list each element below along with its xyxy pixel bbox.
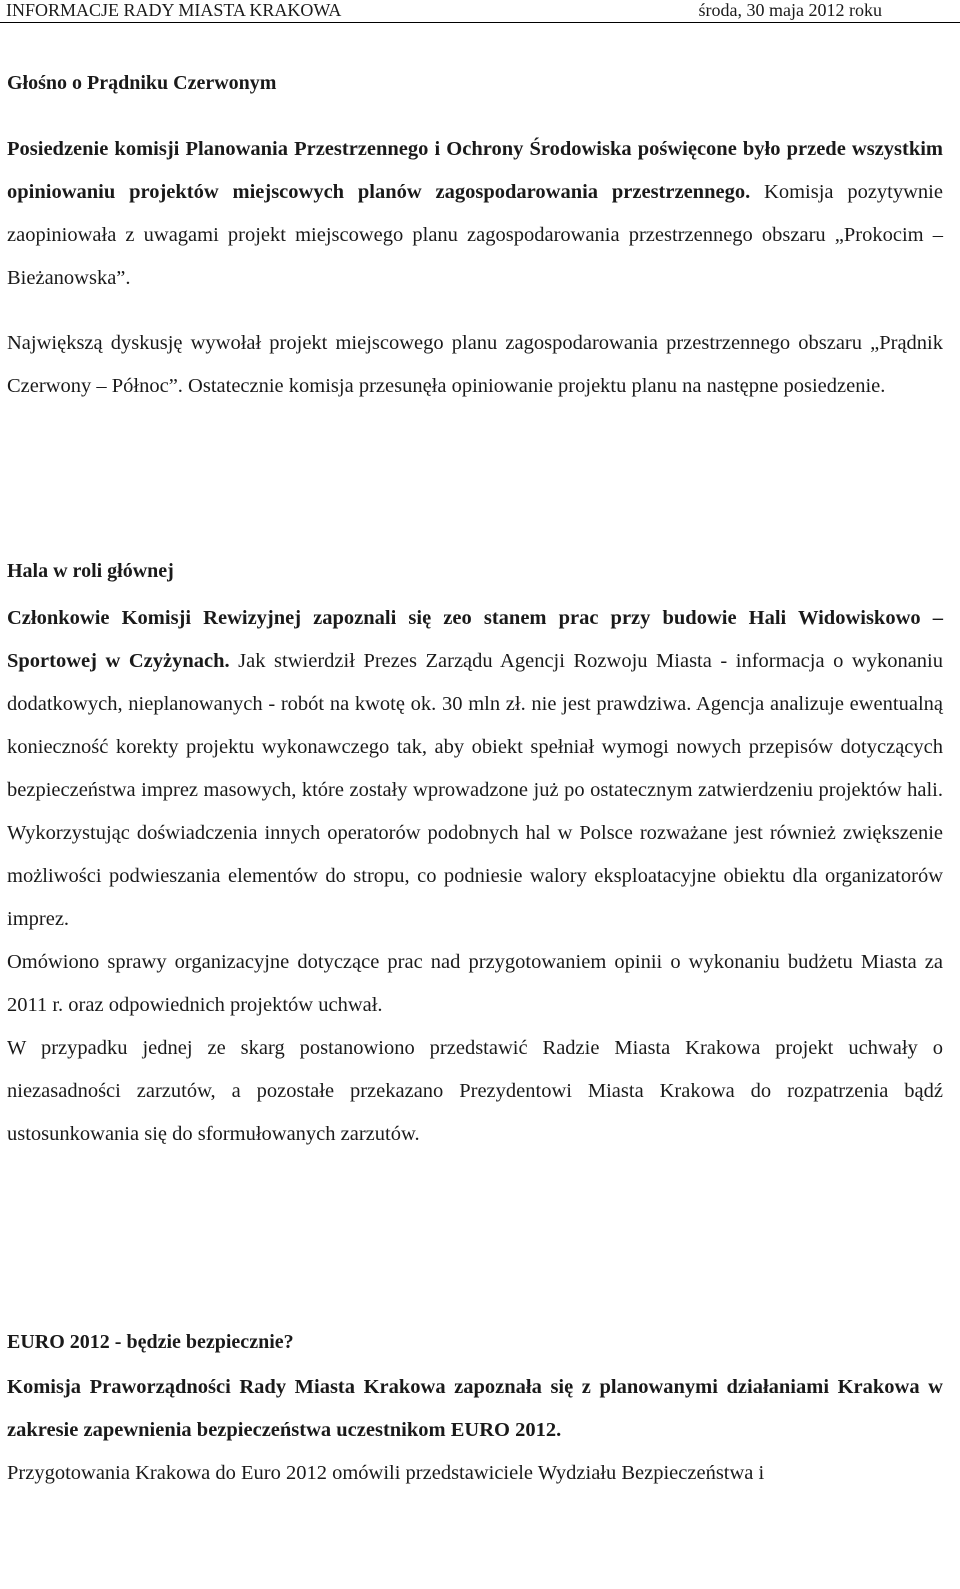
section2-paragraph2: Omówiono sprawy organizacyjne dotyczące prac nad przygotowaniem opinii o wykonaniu budżetu Miasta za 2011 r. oraz odpowiednich projektów uchwał. (7, 951, 943, 1016)
section2-paragraph1 (7, 597, 943, 941)
section2-paragraph1-lead: Członkowie Komisji Rewizyjnej zapoznali się zeo stanem prac przy budowie Hali Widowiskowo – Sportowej w Czyżynach. (7, 607, 943, 672)
header-publication-title: INFORMACJE RADY MIASTA KRAKOWA (6, 0, 342, 20)
section2-body (7, 597, 943, 1156)
section3-paragraph1-lead: Komisja Praworządności Rady Miasta Krakowa zapoznała się z planowanymi działaniami Krakowa w zakresie zapewnienia bezpieczeństwa uczestnikom EURO 2012. (7, 1376, 943, 1441)
section3-body (7, 1330, 943, 1495)
section3-paragraph1 (7, 1366, 943, 1452)
section1-paragraph1 (7, 128, 943, 300)
section2-paragraph1-body: Jak stwierdził Prezes Zarządu Agencji Rozwoju Miasta - informacja o wykonaniu dodatkowych, nieplanowanych - robót na kwotę ok. 30 mln zł. nie jest prawdziwa. Agencja analizuje ewentualną konieczność korekty projektu wykonawczego tak, aby obiekt spełniał wymogi nowych przepisów dotyczących bezpieczeństwa imprez masowych, które zostały wprowadzone już po ostatecznym zatwierdzeniu projektów hali. Wykorzystując doświadczenia innych operatorów podobnych hal w Polsce rozważane jest również zwiększenie możliwości podwieszania elementów do stropu, co podniesie walory eksploatacyjne obiektu dla organizatorów imprez. (7, 650, 943, 930)
section3-paragraph2: Przygotowania Krakowa do Euro 2012 omówili przedstawiciele Wydziału Bezpieczeństwa i (7, 1462, 765, 1484)
section1-paragraph1-lead: Posiedzenie komisji Planowania Przestrzennego i Ochrony Środowiska poświęcone było przede wszystkim opiniowaniu projektów miejscowych planów zagospodarowania przestrzennego. (7, 138, 943, 203)
page-header (0, 0, 960, 23)
section3-heading: EURO 2012 - będzie bezpiecznie? (7, 1331, 294, 1353)
section2-heading: Hala w roli głównej (7, 560, 174, 582)
section1-paragraph2: Największą dyskusję wywołał projekt miejscowego planu zagospodarowania przestrzennego obszaru „Prądnik Czerwony – Północ”. Ostatecznie komisja przesunęła opiniowanie projektu planu na następne posiedzenie. (7, 332, 943, 397)
section2-paragraph3: W przypadku jednej ze skarg postanowiono przedstawić Radzie Miasta Krakowa projekt uchwały o niezasadności zarzutów, a pozostałe przekazano Prezydentowi Miasta Krakowa do rozpatrzenia bądź ustosunkowania się do sformułowanych zarzutów. (7, 1037, 943, 1145)
header-date: środa, 30 maja 2012 roku (698, 0, 882, 20)
section1-heading: Głośno o Prądniku Czerwonym (7, 72, 277, 94)
section1-paragraph1-body: Komisja pozytywnie zaopiniowała z uwagami projekt miejscowego planu zagospodarowania przestrzennego obszaru „Prokocim –Bieżanowska”. (7, 181, 943, 289)
